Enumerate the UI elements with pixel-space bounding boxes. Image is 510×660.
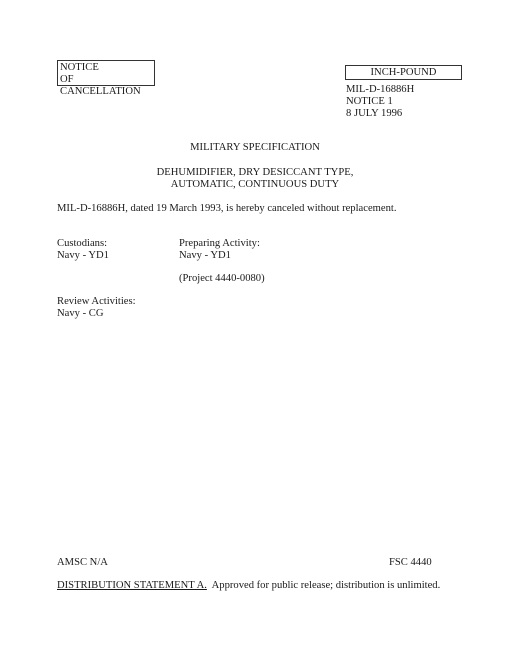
cancellation-label: OF CANCELLATION (60, 74, 141, 97)
notice-label: NOTICE (60, 62, 99, 73)
project-number: (Project 4440-0080) (179, 273, 265, 284)
preparing-activity-label: Preparing Activity: (179, 238, 260, 249)
specification-subject-line-1: DEHUMIDIFIER, DRY DESICCANT TYPE, (156, 167, 354, 178)
notice-date: 8 JULY 1996 (346, 108, 403, 119)
amsc-label: AMSC N/A (57, 557, 108, 568)
distribution-statement (57, 580, 440, 592)
preparing-activity-value: Navy - YD1 (179, 250, 231, 261)
review-activities-label: Review Activities: (57, 296, 136, 307)
inch-pound-box (345, 65, 462, 80)
specification-subject-line-2: AUTOMATIC, CONTINUOUS DUTY (170, 179, 340, 190)
inch-pound-label: INCH-POUND (370, 67, 437, 78)
custodians-label: Custodians: (57, 238, 108, 249)
custodians-value: Navy - YD1 (57, 250, 109, 261)
fsc-label: FSC 4440 (389, 557, 432, 568)
specification-type: MILITARY SPECIFICATION (190, 142, 320, 153)
distribution-statement-label: DISTRIBUTION STATEMENT A. (57, 580, 207, 591)
cancellation-statement: MIL-D-16886H, dated 19 March 1993, is hereby canceled without replacement. (57, 203, 397, 214)
notice-number: NOTICE 1 (346, 96, 393, 107)
document-id: MIL-D-16886H (346, 84, 415, 95)
notice-of-cancellation-box (57, 60, 155, 97)
review-activities-value: Navy - CG (57, 308, 104, 319)
distribution-statement-text: Approved for public release; distribution is unlimited. (206, 580, 441, 591)
